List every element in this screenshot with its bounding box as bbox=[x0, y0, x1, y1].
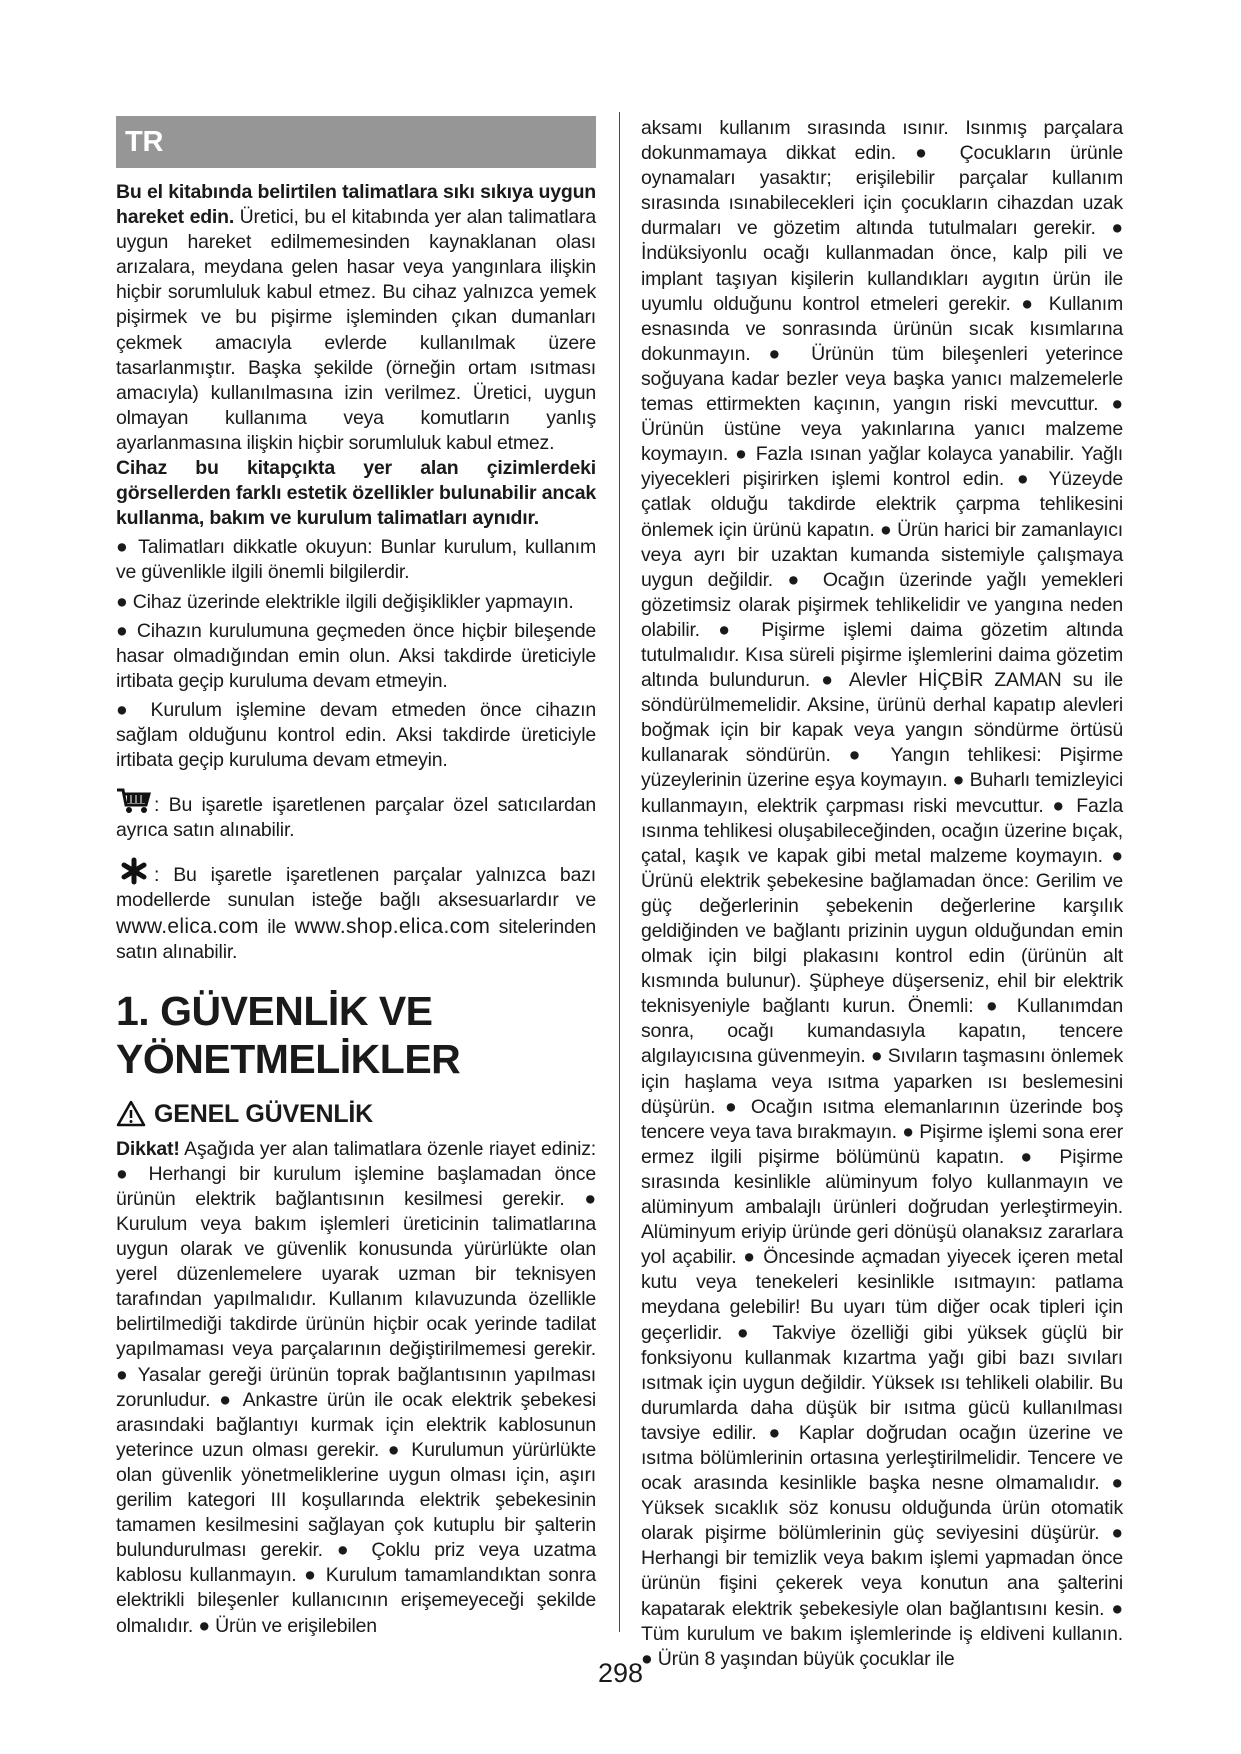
aesthetic-note: Cihaz bu kitapçıkta yer alan çizimlerdeki görsellerden farklı estetik özellikler bulunabilir ancak kullanma, bakım ve kurulum talimatları aynıdır. bbox=[116, 457, 596, 530]
star-note-text-a: : Bu işaretle işaretlenen parçalar yalnızca bazı modellerde sunulan isteğe bağlı aksesuarlardır ve bbox=[116, 864, 596, 912]
safety-paragraph bbox=[116, 1137, 596, 1639]
page-number: 298 bbox=[597, 1658, 644, 1688]
bullet-check-components: ● Cihazın kurulumuna geçmeden önce hiçbir bileşende hasar olmadığından emin olun. Aksi takdirde üreticiyle irtibata geçip kuruluma devam etmeyin. bbox=[116, 619, 596, 692]
column-divider bbox=[619, 112, 620, 1632]
subsection-title: GENEL GÜVENLİK bbox=[154, 1099, 373, 1128]
dikkat-label: Dikkat! bbox=[116, 1137, 180, 1160]
section-title: 1. GÜVENLİK VE YÖNETMELİKLER bbox=[116, 987, 461, 1082]
safety-continued-text: aksamı kullanım sırasında ısınır. Isınmış parçalara dokunmamaya dikkat edin. ● Çocukların ürünle oynamaları yasaktır; erişilebilir parçalar kullanım sırasında ısınabilecekleri için çocukların cihazdan uzak durmaları ve gözetim altında tutulmaları gerekir. ● İndüksiyonlu ocağı kullanmadan önce, kalp pili ve implant taşıyan kişilerin kullandıkları aygıtın ürün ile uyumlu olduğunu kontrol etmeleri gerekir. ● Kullanım esnasında ve sonrasında ürünün sıcak kısımlarına dokunmayın. ● Ürünün tüm bileşenleri yeterince soğuyana kadar bezler veya başka yanıcı malzemelerle temas ettirmekten kaçının, yangın riski mevcuttur. ● Ürünün üstüne veya yakınlarına yanıcı malzeme koymayın. ● Fazla ısınan yağlar kolayca yanabilir. Yağlı yiyecekleri pişirirken işlemi kontrol edin. ● Yüzeyde çatlak olduğu takdirde elektrik çarpma tehlikesini önlemek için ürünü kapatın. ● Ürün harici bir zamanlayıcı veya ayrı bir uzaktan kumanda sistemiyle çalışmaya uygun değildir. ● Ocağın üzerinde yağlı yemekleri gözetimsiz olarak pişirmek tehlikelidir ve yangına neden olabilir. ● Pişirme işlemi daima gözetim altında tutulmalıdır. Kısa süreli pişirme işlemlerini daima gözetim altında bulundurun. ● Alevler HİÇBİR ZAMAN su ile söndürülmemelidir. Aksine, ürünü derhal kapatıp alevleri boğmak için bir kapak veya yangın söndürme örtüsü kullanarak söndürün. ● Yangın tehlikesi: Pişirme yüzeylerinin üzerine eşya koymayın. ● Buharlı temizleyici kullanmayın, elektrik çarpması riski mevcuttur. ● Fazla ısınma tehlikesi oluşabileceğinden, ocağın üzerine bıçak, çatal, kaşık ve kapak gibi metal malzeme koymayın. ● Ürünü elektrik şebekesine bağlamadan önce: Gerilim ve güç değerlerinin şebekenin değerlerine karşılık geldiğinden ve bağlantı prizinin uygun olduğundan emin olmak için bilgi plakasını kontrol edin (ürünün alt kısmında bulunur). Şüpheye düşerseniz, ehil bir elektrik teknisyeniyle bağlantı kurun. Önemli: ● Kullanımdan sonra, ocağı kumandasıyla kapatın, tencere algılayıcısına güvenmeyin. ● Sıvıların taşmasını önlemek için haşlama veya ısıtma yaparken ısı beslemesini düşürün. ● Ocağın ısıtma elemanlarının üzerinde boş tencere veya tava bırakmayın. ● Pişirme işlemi sona erer ermez ilgili pişirme bölümünü kapatın. ● Pişirme sırasında kesinlikle alüminyum folyo kullanmayın ve alüminyum ambalajlı ürünleri doğrudan yerleştirmeyin. Alüminyum eriyip üründe geri dönüşü olanaksız zararlara yol açabilir. ● Öncesinde açmadan yiyecek içeren metal kutu veya tenekeleri kesinlikle ısıtmayın: patlama meydana gelebilir! Bu uyarı tüm diğer ocak tipleri için geçerlidir. ● Takviye özelliği gibi yüksek güçlü bir fonksiyonu kullanmak kızartma yağı gibi bazı sıvıları ısıtmak için uygun değildir. Yüksek ısı tehlikeli olabilir. Bu durumlarda daha düşük bir ısıtma gücü kullanılması tavsiye edilir. ● Kaplar doğrudan ocağın üzerine ve ısıtma bölümlerinin ortasına yerleştirilmelidir. Tencere ve ocak arasında kesinlikle başka nesne olmamalıdır. ● Yüksek sıcaklık söz konusu olduğunda ürün otomatik olarak pişirme bölümlerinin güç seviyesini düşürür. ● Herhangi bir temizlik veya bakım işlemi yapmadan önce ürünün fişini çekerek veya konutun ana şalterini kapatarak elektrik şebekesiyle olan bağlantısını kesin. ● Tüm kurulum ve bakım işlemlerinde iş eldiveni kullanın. ● Ürün 8 yaşından büyük çocuklar ile bbox=[641, 117, 1123, 1670]
elica-shop-link[interactable]: www.shop.elica.com bbox=[294, 914, 491, 938]
shopping-cart-icon bbox=[116, 787, 152, 815]
cart-symbol-note bbox=[116, 787, 596, 843]
warning-triangle-icon bbox=[116, 1100, 146, 1127]
intro-bold: Bu el kitabında belirtilen talimatlara sıkı sıkıya uygun hareket edin. bbox=[116, 181, 596, 229]
elica-link[interactable]: www.elica.com bbox=[116, 914, 259, 938]
cart-note-text: : Bu işaretle işaretlenen parçalar özel satıcılardan ayrıca satın alınabilir. bbox=[116, 794, 596, 842]
language-tag: TR bbox=[125, 126, 164, 158]
left-column bbox=[116, 116, 596, 1639]
star-note-text-c: sitelerinden satın alınabilir. bbox=[116, 915, 596, 963]
language-tag-bar bbox=[116, 116, 596, 168]
safety-text: Aşağıda yer alan talimatlara özenle riayet ediniz: ● Herhangi bir kurulum işlemine başlamadan önce ürünün elektrik bağlantısının kesilmesi gerekir. ● Kurulum veya bakım işlemleri üreticinin talimatlarına uygun olarak ve güvenlik konusunda yürürlükte olan yerel düzenlemelere uyarak uzman bir teknisyen tarafından yapılmalıdır. Kullanım kılavuzunda özellikle belirtilmediği takdirde ürünün hiçbir ocak yerinde tadilat yapılmaması veya parçalarının değiştirilmemesi gerekir. ● Yasalar gereği ürünün toprak bağlantısının yapılması zorunludur. ● Ankastre ürün ile ocak elektrik şebekesi arasındaki bağlantıyı kurmak için elektrik kablosunun yeterince uzun olması gerekir. ● Kurulumun yürürlükte olan güvenlik yönetmeliklerine uygun olması için, aşırı gerilim kategori III koşullarında elektrik şebekesinin tamamen kesilmesini sağlayan çok kutuplu bir şalterin bulundurulması gerekir. ● Çoklu priz veya uzatma kablosu kullanmayın. ● Kurulum tamamlandıktan sonra elektrikli bileşenler kullanıcının erişemeyeceği şekilde olmalıdır. ● Ürün ve erişilebilen bbox=[116, 1137, 596, 1637]
star-symbol-note bbox=[116, 857, 596, 964]
subsection-heading bbox=[116, 1099, 596, 1129]
asterisk-icon bbox=[116, 857, 152, 885]
right-column bbox=[641, 116, 1123, 1672]
intro-paragraph bbox=[116, 180, 596, 456]
bullet-read-instructions: ● Talimatları dikkatle okuyun: Bunlar kurulum, kullanım ve güvenlikle ilgili önemli bilgilerdir. bbox=[116, 536, 596, 584]
intro-text: Üretici, bu el kitabında yer alan talimatlara uygun hareket edilmemesinden kaynaklanan olası arızalara, meydana gelen hasar veya yangınlara ilişkin hiçbir sorumluluk kabul etmez. Bu cihaz yalnızca yemek pişirmek ve bu pişirme işleminden çıkan dumanları çekmek amacıyla evlerde kullanılmak üzere tasarlanmıştır. Başka şekilde (örneğin ortam ısıtması amacıyla) kullanılmasına izin verilmez. Üretici, uygun olmayan kullanıma veya komutların yanlış ayarlanmasına ilişkin hiçbir sorumluluk kabul etmez. bbox=[116, 206, 596, 454]
bullet-check-appliance: ● Kurulum işlemine devam etmeden önce cihazın sağlam olduğunu kontrol edin. Aksi takdirde üreticiyle irtibata geçip kuruluma devam etmeyin. bbox=[116, 698, 596, 772]
star-note-text-b: ile bbox=[258, 915, 295, 938]
bullet-no-electrical-changes: ● Cihaz üzerinde elektrikle ilgili değişiklikler yapmayın. bbox=[116, 590, 574, 613]
